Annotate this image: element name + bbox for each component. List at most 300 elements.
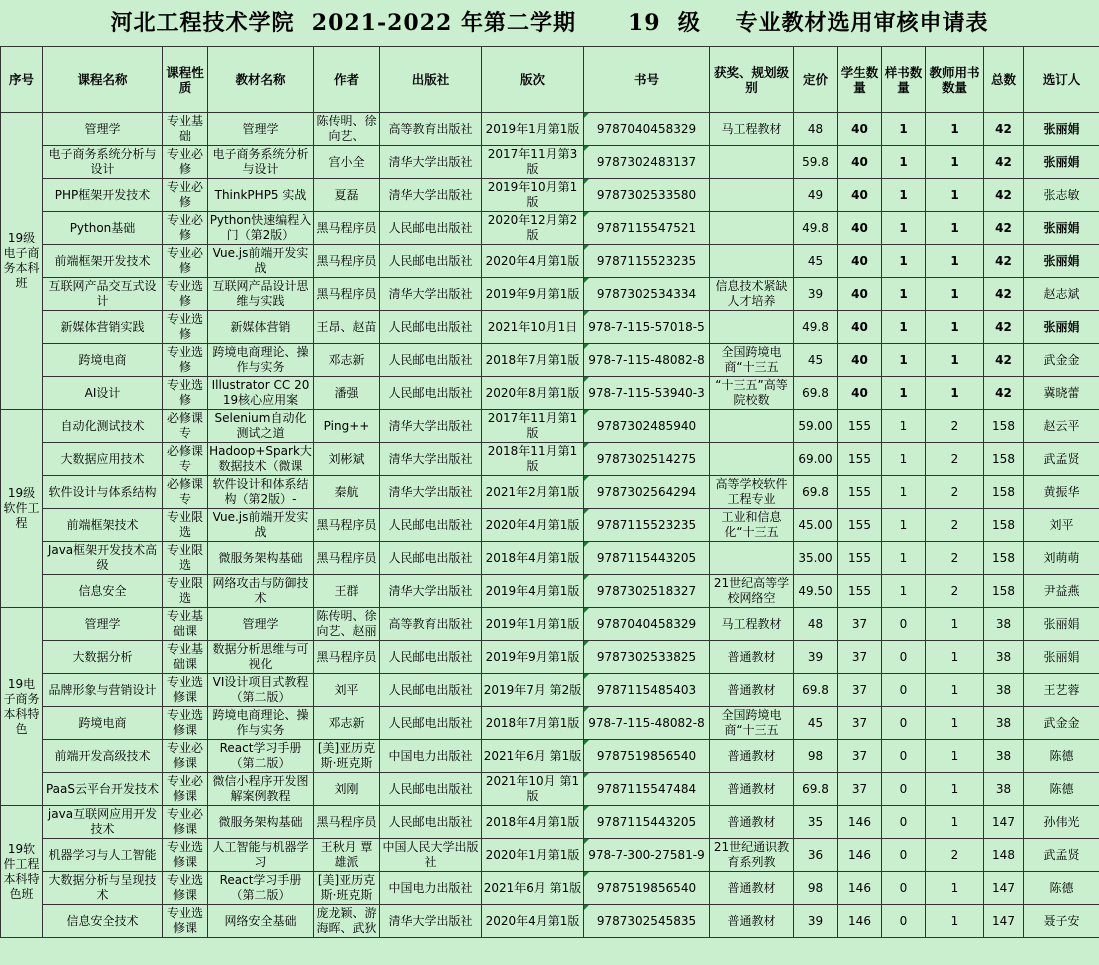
course-type-cell: 必修课专 <box>163 476 208 509</box>
textbook-name-cell: 电子商务系统分析与设计 <box>208 146 314 179</box>
col-header-author: 作者 <box>314 47 380 113</box>
student-count-cell: 40 <box>838 311 882 344</box>
edition-cell: 2019年9月第1版 <box>482 641 584 674</box>
award-level-cell: 普通教材 <box>710 674 794 707</box>
edition-cell: 2020年8月第1版 <box>482 377 584 410</box>
isbn-cell: 978-7-115-48082-8 <box>584 707 710 740</box>
col-header-publisher: 出版社 <box>380 47 482 113</box>
edition-cell: 2018年7月第1版 <box>482 707 584 740</box>
isbn-cell: 9787519856540 <box>584 740 710 773</box>
price-cell: 45 <box>794 245 838 278</box>
sample-count-cell: 0 <box>882 872 926 905</box>
price-cell: 39 <box>794 278 838 311</box>
teacher-copies-cell: 1 <box>926 245 984 278</box>
publisher-cell: 清华大学出版社 <box>380 905 482 938</box>
textbook-name-cell: 软件设计和体系结构（第2版）- <box>208 476 314 509</box>
course-type-cell: 专业选修课 <box>163 872 208 905</box>
award-level-cell <box>710 311 794 344</box>
publisher-cell: 清华大学出版社 <box>380 146 482 179</box>
col-header-student-count: 学生数量 <box>838 47 882 113</box>
price-cell: 49.8 <box>794 212 838 245</box>
teacher-copies-cell: 1 <box>926 641 984 674</box>
total-cell: 42 <box>984 212 1024 245</box>
table-row <box>1 146 1099 179</box>
price-cell: 45.00 <box>794 509 838 542</box>
textbook-name-cell: Hadoop+Spark大数据技术（微课 <box>208 443 314 476</box>
col-header-teacher-copies: 教师用书数量 <box>926 47 984 113</box>
table-row <box>1 509 1099 542</box>
textbook-name-cell: Selenium自动化测试之道 <box>208 410 314 443</box>
table-row <box>1 113 1099 146</box>
teacher-copies-cell: 1 <box>926 608 984 641</box>
publisher-cell: 清华大学出版社 <box>380 476 482 509</box>
publisher-cell: 清华大学出版社 <box>380 179 482 212</box>
isbn-cell: 9787040458329 <box>584 608 710 641</box>
author-cell: 刘刚 <box>314 773 380 806</box>
class-group-cell: 19软件工程本科特色班 <box>1 806 43 938</box>
course-name-cell: 跨境电商 <box>43 344 163 377</box>
sample-count-cell: 1 <box>882 476 926 509</box>
orderer-cell: 聂子安 <box>1024 905 1099 938</box>
student-count-cell: 155 <box>838 410 882 443</box>
edition-cell: 2020年4月第1版 <box>482 245 584 278</box>
total-cell: 38 <box>984 641 1024 674</box>
course-name-cell: 新媒体营销实践 <box>43 311 163 344</box>
orderer-cell: 赵志斌 <box>1024 278 1099 311</box>
award-level-cell <box>710 542 794 575</box>
student-count-cell: 40 <box>838 179 882 212</box>
sample-count-cell: 1 <box>882 245 926 278</box>
course-name-cell: AI设计 <box>43 377 163 410</box>
total-cell: 158 <box>984 443 1024 476</box>
table-row <box>1 344 1099 377</box>
publisher-cell: 人民邮电出版社 <box>380 641 482 674</box>
col-header-edition: 版次 <box>482 47 584 113</box>
sample-count-cell: 1 <box>882 344 926 377</box>
price-cell: 69.8 <box>794 377 838 410</box>
total-cell: 147 <box>984 872 1024 905</box>
total-cell: 42 <box>984 179 1024 212</box>
textbook-name-cell: Python快速编程入门（第2版） <box>208 212 314 245</box>
total-cell: 148 <box>984 839 1024 872</box>
isbn-cell: 9787302533580 <box>584 179 710 212</box>
orderer-cell: 黄振华 <box>1024 476 1099 509</box>
sample-count-cell: 0 <box>882 773 926 806</box>
orderer-cell: 武金金 <box>1024 344 1099 377</box>
award-level-cell: 工业和信息化“十三五 <box>710 509 794 542</box>
edition-cell: 2019年10月第1版 <box>482 179 584 212</box>
textbook-name-cell: 管理学 <box>208 113 314 146</box>
isbn-cell: 9787115523235 <box>584 509 710 542</box>
sample-count-cell: 0 <box>882 707 926 740</box>
orderer-cell: 孙伟光 <box>1024 806 1099 839</box>
sample-count-cell: 1 <box>882 311 926 344</box>
col-header-textbook-name: 教材名称 <box>208 47 314 113</box>
publisher-cell: 清华大学出版社 <box>380 575 482 608</box>
teacher-copies-cell: 1 <box>926 740 984 773</box>
sample-count-cell: 1 <box>882 509 926 542</box>
edition-cell: 2019年1月第1版 <box>482 113 584 146</box>
course-name-cell: PaaS云平台开发技术 <box>43 773 163 806</box>
price-cell: 69.8 <box>794 773 838 806</box>
price-cell: 48 <box>794 608 838 641</box>
price-cell: 45 <box>794 707 838 740</box>
student-count-cell: 37 <box>838 740 882 773</box>
table-row <box>1 773 1099 806</box>
total-cell: 42 <box>984 344 1024 377</box>
price-cell: 49 <box>794 179 838 212</box>
course-name-cell: 管理学 <box>43 608 163 641</box>
award-level-cell <box>710 443 794 476</box>
total-cell: 42 <box>984 146 1024 179</box>
course-name-cell: 信息安全技术 <box>43 905 163 938</box>
author-cell: 刘彬斌 <box>314 443 380 476</box>
publisher-cell: 高等教育出版社 <box>380 608 482 641</box>
edition-cell: 2019年7月 第2版 <box>482 674 584 707</box>
award-level-cell: 21世纪高等学校网络空 <box>710 575 794 608</box>
orderer-cell: 刘平 <box>1024 509 1099 542</box>
table-row <box>1 905 1099 938</box>
total-cell: 158 <box>984 542 1024 575</box>
author-cell: 宫小全 <box>314 146 380 179</box>
publisher-cell: 人民邮电出版社 <box>380 212 482 245</box>
course-name-cell: 机器学习与人工智能 <box>43 839 163 872</box>
course-name-cell: 大数据应用技术 <box>43 443 163 476</box>
col-header-price: 定价 <box>794 47 838 113</box>
class-group-cell: 19电子商务本科特色 <box>1 608 43 806</box>
student-count-cell: 37 <box>838 674 882 707</box>
price-cell: 59.8 <box>794 146 838 179</box>
orderer-cell: 陈德 <box>1024 740 1099 773</box>
publisher-cell: 清华大学出版社 <box>380 410 482 443</box>
author-cell: 王昂、赵苗 <box>314 311 380 344</box>
edition-cell: 2021年2月第1版 <box>482 476 584 509</box>
orderer-cell: 张志敏 <box>1024 179 1099 212</box>
author-cell: [美]亚历克斯·班克斯 <box>314 872 380 905</box>
course-name-cell: 软件设计与体系结构 <box>43 476 163 509</box>
author-cell: 黑马程序员 <box>314 212 380 245</box>
course-name-cell: 信息安全 <box>43 575 163 608</box>
table-row <box>1 476 1099 509</box>
author-cell: 庞龙颖、游海晖、武狄 <box>314 905 380 938</box>
award-level-cell: 马工程教材 <box>710 608 794 641</box>
award-level-cell: 全国跨境电商“十三五 <box>710 344 794 377</box>
table-row <box>1 608 1099 641</box>
total-cell: 158 <box>984 476 1024 509</box>
course-name-cell: 大数据分析 <box>43 641 163 674</box>
class-group-cell: 19级软件工程 <box>1 410 43 608</box>
author-cell: 刘平 <box>314 674 380 707</box>
publisher-cell: 人民邮电出版社 <box>380 344 482 377</box>
edition-cell: 2021年10月 第1版 <box>482 773 584 806</box>
award-level-cell <box>710 146 794 179</box>
table-row <box>1 641 1099 674</box>
student-count-cell: 37 <box>838 707 882 740</box>
orderer-cell: 武孟贤 <box>1024 839 1099 872</box>
edition-cell: 2018年7月第1版 <box>482 344 584 377</box>
sample-count-cell: 1 <box>882 575 926 608</box>
table-row <box>1 179 1099 212</box>
author-cell: 邓志新 <box>314 707 380 740</box>
author-cell: 黑马程序员 <box>314 278 380 311</box>
total-cell: 158 <box>984 509 1024 542</box>
price-cell: 69.8 <box>794 476 838 509</box>
table-row <box>1 740 1099 773</box>
table-row <box>1 707 1099 740</box>
publisher-cell: 中国电力出版社 <box>380 872 482 905</box>
total-cell: 38 <box>984 773 1024 806</box>
orderer-cell: 冀晓蕾 <box>1024 377 1099 410</box>
edition-cell: 2020年4月第1版 <box>482 509 584 542</box>
class-group-cell: 19级电子商务本科班 <box>1 113 43 410</box>
textbook-name-cell: 微服务架构基础 <box>208 806 314 839</box>
course-name-cell: 前端框架开发技术 <box>43 245 163 278</box>
course-type-cell: 必修课专 <box>163 443 208 476</box>
teacher-copies-cell: 1 <box>926 707 984 740</box>
textbook-name-cell: 微服务架构基础 <box>208 542 314 575</box>
course-type-cell: 专业选修课 <box>163 707 208 740</box>
author-cell: 黑马程序员 <box>314 245 380 278</box>
total-cell: 42 <box>984 113 1024 146</box>
table-row <box>1 839 1099 872</box>
award-level-cell: 全国跨境电商“十三五 <box>710 707 794 740</box>
col-header-total: 总数 <box>984 47 1024 113</box>
course-name-cell: 品牌形象与营销设计 <box>43 674 163 707</box>
award-level-cell: 马工程教材 <box>710 113 794 146</box>
course-type-cell: 专业选修课 <box>163 839 208 872</box>
teacher-copies-cell: 1 <box>926 905 984 938</box>
total-cell: 42 <box>984 278 1024 311</box>
author-cell: 黑马程序员 <box>314 641 380 674</box>
total-cell: 147 <box>984 806 1024 839</box>
textbook-review-table <box>0 46 1099 938</box>
course-type-cell: 专业必修 <box>163 146 208 179</box>
course-type-cell: 专业必修 <box>163 179 208 212</box>
sample-count-cell: 0 <box>882 608 926 641</box>
isbn-cell: 9787115547521 <box>584 212 710 245</box>
sample-count-cell: 0 <box>882 839 926 872</box>
award-level-cell: 高等学校软件工程专业 <box>710 476 794 509</box>
orderer-cell: 赵云平 <box>1024 410 1099 443</box>
isbn-cell: 978-7-115-48082-8 <box>584 344 710 377</box>
course-type-cell: 专业必修课 <box>163 806 208 839</box>
student-count-cell: 146 <box>838 806 882 839</box>
price-cell: 36 <box>794 839 838 872</box>
course-name-cell: PHP框架开发技术 <box>43 179 163 212</box>
table-row <box>1 674 1099 707</box>
sheet-title: 河北工程技术学院 2021-2022 年第二学期 19 级 专业教材选用审核申请表 <box>110 10 989 36</box>
student-count-cell: 155 <box>838 476 882 509</box>
edition-cell: 2019年9月第1版 <box>482 278 584 311</box>
teacher-copies-cell: 1 <box>926 146 984 179</box>
orderer-cell: 张丽娟 <box>1024 212 1099 245</box>
publisher-cell: 人民邮电出版社 <box>380 773 482 806</box>
publisher-cell: 高等教育出版社 <box>380 113 482 146</box>
isbn-cell: 9787302534334 <box>584 278 710 311</box>
sample-count-cell: 1 <box>882 542 926 575</box>
total-cell: 158 <box>984 410 1024 443</box>
publisher-cell: 中国人民大学出版社 <box>380 839 482 872</box>
textbook-name-cell: 跨境电商理论、操作与实务 <box>208 344 314 377</box>
sample-count-cell: 0 <box>882 905 926 938</box>
col-header-course-name: 课程名称 <box>43 47 163 113</box>
student-count-cell: 146 <box>838 872 882 905</box>
teacher-copies-cell: 2 <box>926 443 984 476</box>
author-cell: 邓志新 <box>314 344 380 377</box>
course-type-cell: 专业限选 <box>163 542 208 575</box>
publisher-cell: 人民邮电出版社 <box>380 674 482 707</box>
textbook-name-cell: 网络攻击与防御技术 <box>208 575 314 608</box>
textbook-name-cell: 新媒体营销 <box>208 311 314 344</box>
isbn-cell: 9787302485940 <box>584 410 710 443</box>
isbn-cell: 978-7-300-27581-9 <box>584 839 710 872</box>
student-count-cell: 146 <box>838 905 882 938</box>
publisher-cell: 人民邮电出版社 <box>380 806 482 839</box>
course-type-cell: 专业限选 <box>163 575 208 608</box>
award-level-cell <box>710 212 794 245</box>
textbook-name-cell: 管理学 <box>208 608 314 641</box>
col-header-orderer: 选订人 <box>1024 47 1099 113</box>
textbook-name-cell: Vue.js前端开发实战 <box>208 245 314 278</box>
table-row <box>1 872 1099 905</box>
teacher-copies-cell: 2 <box>926 839 984 872</box>
student-count-cell: 37 <box>838 641 882 674</box>
student-count-cell: 40 <box>838 113 882 146</box>
total-cell: 38 <box>984 707 1024 740</box>
orderer-cell: 张丽娟 <box>1024 311 1099 344</box>
isbn-cell: 9787302533825 <box>584 641 710 674</box>
teacher-copies-cell: 2 <box>926 575 984 608</box>
price-cell: 49.50 <box>794 575 838 608</box>
price-cell: 39 <box>794 641 838 674</box>
textbook-name-cell: 微信小程序开发图解案例教程 <box>208 773 314 806</box>
edition-cell: 2020年1月第1版 <box>482 839 584 872</box>
isbn-cell: 978-7-115-57018-5 <box>584 311 710 344</box>
teacher-copies-cell: 1 <box>926 179 984 212</box>
student-count-cell: 155 <box>838 509 882 542</box>
course-name-cell: Python基础 <box>43 212 163 245</box>
edition-cell: 2018年11月第1版 <box>482 443 584 476</box>
author-cell: [美]亚历克斯·班克斯 <box>314 740 380 773</box>
textbook-name-cell: React学习手册（第二版） <box>208 872 314 905</box>
course-name-cell: java互联网应用开发技术 <box>43 806 163 839</box>
textbook-name-cell: Illustrator CC 2019核心应用案 <box>208 377 314 410</box>
award-level-cell: 普通教材 <box>710 905 794 938</box>
course-type-cell: 专业基础 <box>163 113 208 146</box>
isbn-cell: 9787115485403 <box>584 674 710 707</box>
author-cell: Ping++ <box>314 410 380 443</box>
publisher-cell: 清华大学出版社 <box>380 278 482 311</box>
col-header-isbn: 书号 <box>584 47 710 113</box>
isbn-cell: 9787302483137 <box>584 146 710 179</box>
teacher-copies-cell: 1 <box>926 344 984 377</box>
table-row <box>1 311 1099 344</box>
course-name-cell: 互联网产品交互式设计 <box>43 278 163 311</box>
course-type-cell: 专业必修 <box>163 212 208 245</box>
table-row <box>1 377 1099 410</box>
award-level-cell <box>710 179 794 212</box>
total-cell: 158 <box>984 575 1024 608</box>
sample-count-cell: 1 <box>882 113 926 146</box>
textbook-name-cell: 数据分析思维与可视化 <box>208 641 314 674</box>
price-cell: 49.8 <box>794 311 838 344</box>
orderer-cell: 张丽娟 <box>1024 113 1099 146</box>
award-level-cell: “十三五”高等院校数 <box>710 377 794 410</box>
publisher-cell: 中国电力出版社 <box>380 740 482 773</box>
course-type-cell: 专业基础课 <box>163 608 208 641</box>
course-name-cell: 前端框架技术 <box>43 509 163 542</box>
teacher-copies-cell: 2 <box>926 542 984 575</box>
table-row <box>1 245 1099 278</box>
course-type-cell: 专业选修 <box>163 377 208 410</box>
course-type-cell: 专业基础课 <box>163 641 208 674</box>
student-count-cell: 37 <box>838 773 882 806</box>
teacher-copies-cell: 2 <box>926 410 984 443</box>
award-level-cell: 21世纪通识教育系列教 <box>710 839 794 872</box>
total-cell: 42 <box>984 245 1024 278</box>
teacher-copies-cell: 1 <box>926 278 984 311</box>
sample-count-cell: 1 <box>882 278 926 311</box>
student-count-cell: 40 <box>838 344 882 377</box>
publisher-cell: 人民邮电出版社 <box>380 245 482 278</box>
course-type-cell: 专业选修 <box>163 344 208 377</box>
edition-cell: 2021年6月 第1版 <box>482 872 584 905</box>
sample-count-cell: 0 <box>882 740 926 773</box>
price-cell: 45 <box>794 344 838 377</box>
teacher-copies-cell: 1 <box>926 311 984 344</box>
edition-cell: 2020年4月第1版 <box>482 905 584 938</box>
student-count-cell: 40 <box>838 278 882 311</box>
student-count-cell: 155 <box>838 443 882 476</box>
student-count-cell: 146 <box>838 839 882 872</box>
author-cell: 夏磊 <box>314 179 380 212</box>
price-cell: 59.00 <box>794 410 838 443</box>
course-name-cell: 跨境电商 <box>43 707 163 740</box>
teacher-copies-cell: 1 <box>926 113 984 146</box>
orderer-cell: 武孟贤 <box>1024 443 1099 476</box>
total-cell: 147 <box>984 905 1024 938</box>
table-row <box>1 542 1099 575</box>
orderer-cell: 张丽娟 <box>1024 146 1099 179</box>
course-type-cell: 专业必修课 <box>163 773 208 806</box>
course-type-cell: 专业必修 <box>163 245 208 278</box>
edition-cell: 2020年12月第2版 <box>482 212 584 245</box>
student-count-cell: 40 <box>838 212 882 245</box>
header-row <box>1 47 1099 113</box>
textbook-name-cell: Vue.js前端开发实战 <box>208 509 314 542</box>
edition-cell: 2018年4月第1版 <box>482 806 584 839</box>
col-header-award-level: 获奖、规划级别 <box>710 47 794 113</box>
course-name-cell: 前端开发高级技术 <box>43 740 163 773</box>
publisher-cell: 人民邮电出版社 <box>380 707 482 740</box>
teacher-copies-cell: 2 <box>926 476 984 509</box>
award-level-cell: 普通教材 <box>710 872 794 905</box>
sample-count-cell: 1 <box>882 146 926 179</box>
orderer-cell: 刘萌萌 <box>1024 542 1099 575</box>
sample-count-cell: 1 <box>882 212 926 245</box>
price-cell: 39 <box>794 905 838 938</box>
publisher-cell: 人民邮电出版社 <box>380 311 482 344</box>
sample-count-cell: 1 <box>882 410 926 443</box>
orderer-cell: 武金金 <box>1024 707 1099 740</box>
orderer-cell: 张丽娟 <box>1024 608 1099 641</box>
total-cell: 38 <box>984 674 1024 707</box>
edition-cell: 2017年11月第3版 <box>482 146 584 179</box>
table-row <box>1 806 1099 839</box>
course-type-cell: 必修课专 <box>163 410 208 443</box>
publisher-cell: 清华大学出版社 <box>380 443 482 476</box>
total-cell: 42 <box>984 377 1024 410</box>
